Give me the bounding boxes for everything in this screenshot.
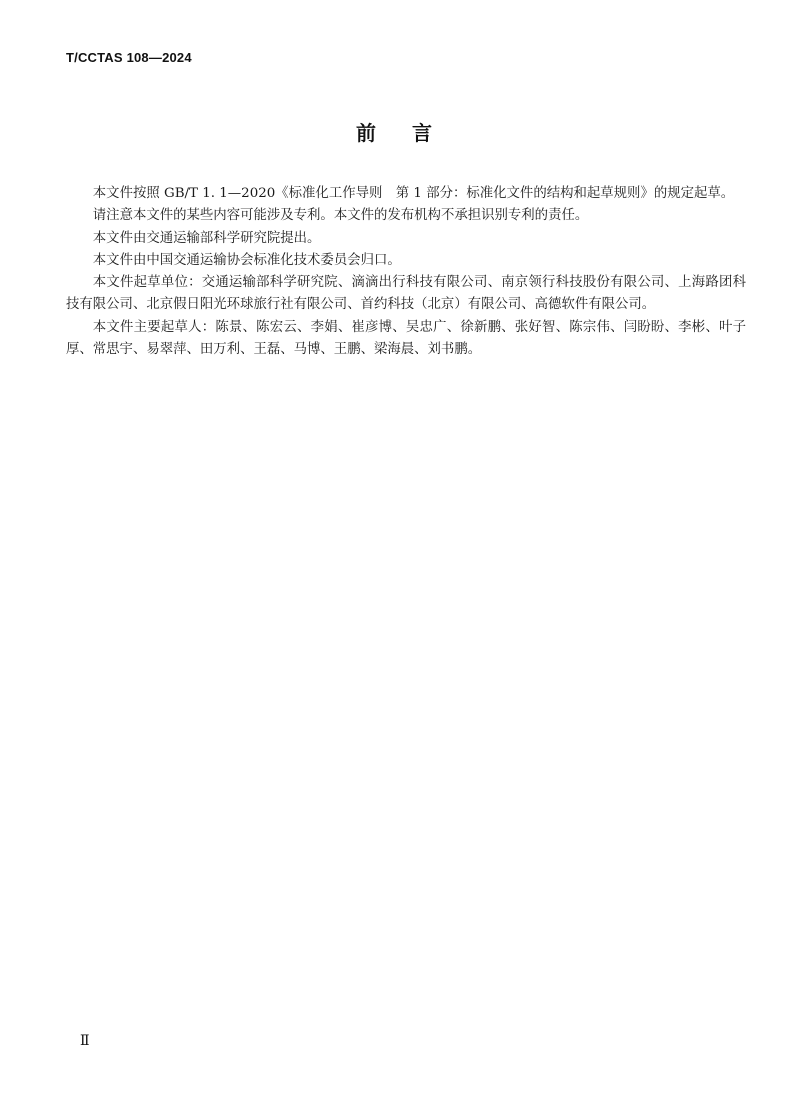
page-number: Ⅱ (80, 1033, 90, 1049)
page-title (0, 117, 790, 146)
paragraph-drafting-organizations: 本文件起草单位：交通运输部科学研究院、滴滴出行科技有限公司、南京领行科技股份有限公司、上海路团科技有限公司、北京假日阳光环球旅行社有限公司、首约科技（北京）有限公司、高德软件有限公司。 (66, 275, 746, 313)
paragraph-drafting-rules: 本文件按照 GB/T 1. 1—2020《标准化工作导则 第 1 部分：标准化文件的结构和起草规则》的规定起草。 (92, 186, 735, 201)
foreword-body (66, 183, 746, 361)
page-title-char-1: 前 (356, 121, 378, 145)
paragraph-centralized-unit: 本文件由中国交通运输协会标准化技术委员会归口。 (92, 252, 401, 268)
standard-number: T/CCTAS 108—2024 (66, 50, 192, 65)
paragraph-patent-notice: 请注意本文件的某些内容可能涉及专利。本文件的发布机构不承担识别专利的责任。 (92, 208, 589, 224)
paragraph-drafters: 本文件主要起草人：陈景、陈宏云、李娟、崔彦博、吴忠广、徐新鹏、张好智、陈宗伟、闫盼盼、李彬、叶子厚、常思宇、易翠萍、田万利、王磊、马博、王鹏、梁海晨、刘书鹏。 (66, 319, 746, 358)
paragraph-proposer: 本文件由交通运输部科学研究院提出。 (92, 230, 321, 246)
page-title-char-2: 言 (412, 121, 434, 145)
